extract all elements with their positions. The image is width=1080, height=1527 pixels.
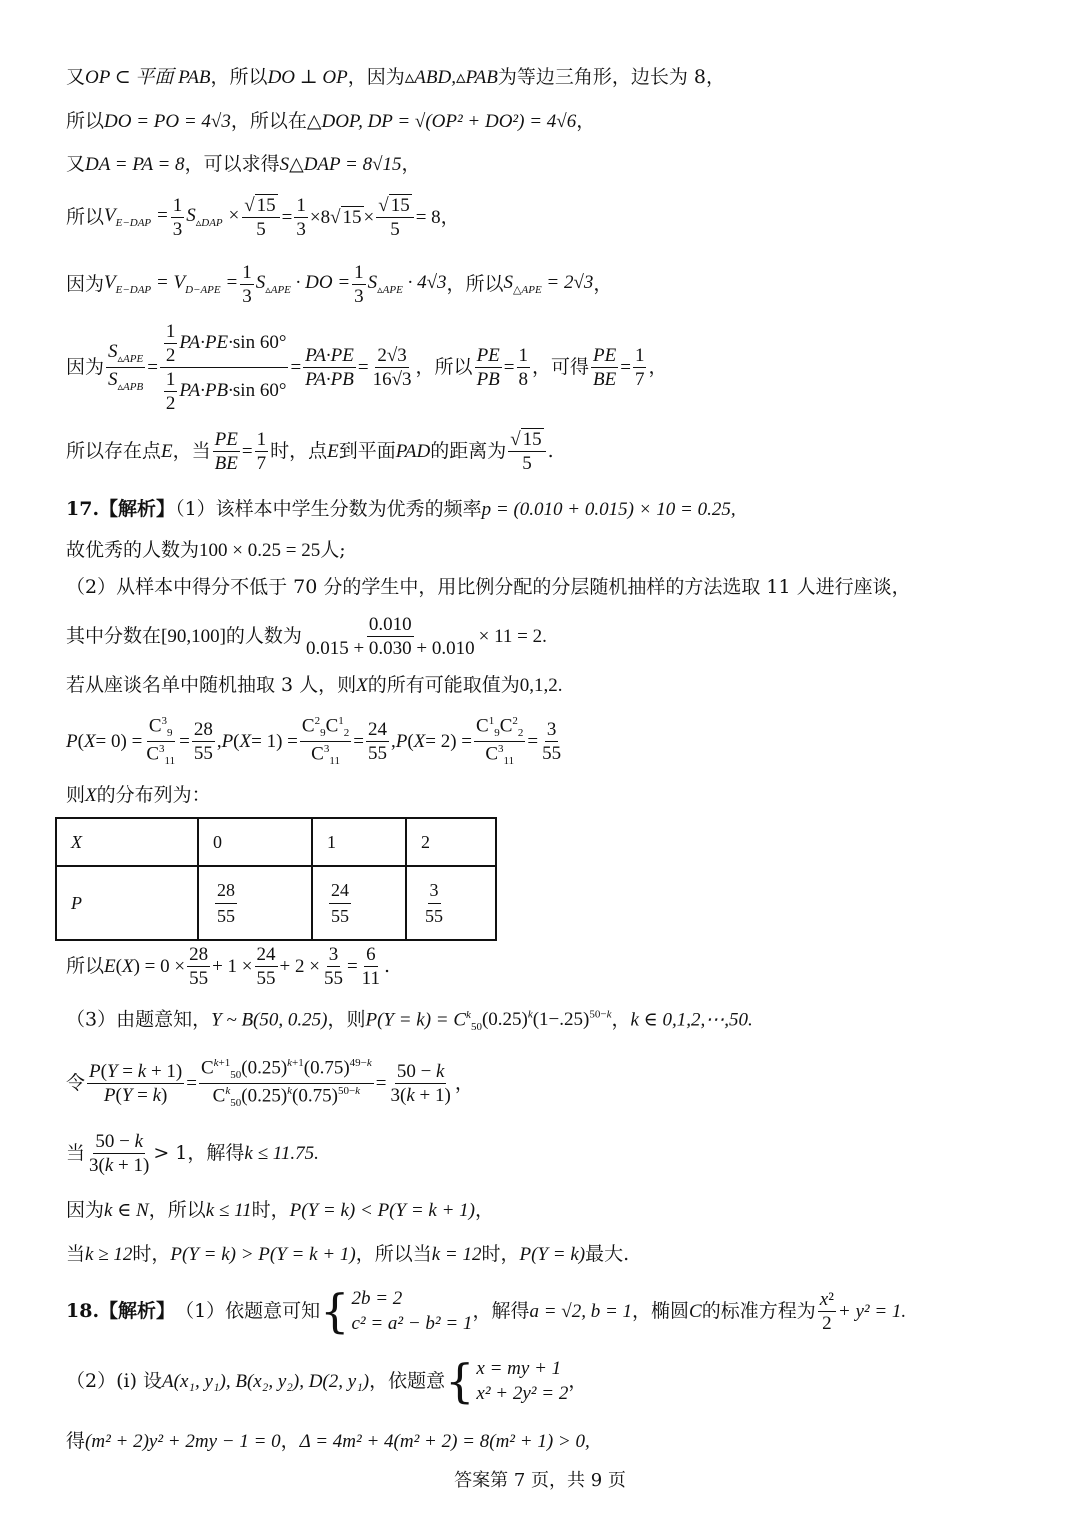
formula-line: 所以 E ( X ) = 0 × $\frac{28}{55}$ + 1 × $\frac{24}{55}$ + 2 × $\frac{3}{55}$ = $\frac{6}{11}$ .: [66, 944, 391, 989]
formula-line: 因为 $V_{E-DAP} = V_{D-APE}$ = $\frac{1}{3}$ $S_{▵APE}$ · DO = $\frac{1}{3}$ $S_{▵APE} \cdot 4√3$ ，所以 $S_{\triangle APE} = 2√3$ ，: [66, 262, 613, 307]
table-row: [56, 818, 496, 866]
formula-line: P ( X = 0) = $\frac{C^3_9}{C^3_{11}}$ = $\frac{28}{55}$ , P ( X = 1) = $\frac{C^2_9C^1_2}{C^3_{11}}$ = $\frac{24}{55}$ , P ( X = 2) = $\frac{C^1_9C^2_2}{C^3_{11}}$ = $\frac{3}{55}$: [66, 715, 562, 768]
table-cell: $\frac{3}{55}$: [406, 866, 496, 940]
formula-line: 其中分数在 [90,100] 的人数为 $\frac{0.010}{0.015 + 0.030 + 0.010}$ × 11 = 2.: [66, 614, 547, 659]
text-line: 当k ≥ 12时，P(Y = k) > P(Y = k + 1)，所以当k = 12时，P(Y = k)最大.: [66, 1243, 630, 1265]
text-line: 又DA = PA = 8，可以求得S△DAP = 8√15，: [66, 153, 421, 175]
text-line: 所以DO = PO = 4√3，所以在△DOP, DP = √(OP² + DO²) = 4√6，: [66, 110, 596, 132]
page-footer: 答案第 7 页，共 9 页: [454, 1470, 626, 1491]
text-line: 因为k ∈ N，所以k ≤ 11时，P(Y = k) < P(Y = k + 1)，: [66, 1199, 494, 1221]
formula-line: 令 $\frac{P(Y = k + 1)}{P(Y = k)}$ = $\frac{C^{k+1}_{50}(0.25)^{k+1}(0.75)^{49-k}}{C^k_{50}(0.25)^k(0.75)^{50-k}}$ = $\frac{50 - k}{3(k + 1)}$ ，: [66, 1057, 474, 1110]
table-cell: $\frac{24}{55}$: [312, 866, 406, 940]
table-cell: 0: [198, 818, 312, 866]
text-line: 又OP ⊂ 平面 PAB，所以DO ⊥ OP，因为▵ABD,▵PAB为等边三角形，边长为 8，: [66, 66, 725, 88]
formula-line: 所以存在点 E ，当 $\frac{PE}{BE}$ = $\frac{1}{7}$ 时，点 E 到平面 PAD 的距离为 √ 15 5 .: [66, 429, 554, 474]
section-18-line: 18.【解析】 （1）依题意可知 { 2b = 2 c² = a² − b² = 1 ，解得 a = √2, b = 1 ，椭圆 C 的标准方程为 x² 2 + y² = 1.: [66, 1284, 907, 1338]
section-17-line: 17.【解析】（1）该样本中学生分数为优秀的频率p = (0.010 + 0.015) × 10 = 0.25,: [66, 498, 736, 520]
text-line: 得(m² + 2)y² + 2my − 1 = 0，Δ = 4m² + 4(m² + 2) = 8(m² + 1) > 0,: [66, 1430, 590, 1452]
table-cell: $\frac{28}{55}$: [198, 866, 312, 940]
text-line: 则X的分布列为：: [66, 784, 211, 806]
formula-line: 当 50 − k 3(k + 1) > 1，解得 k ≤ 11.75.: [66, 1131, 319, 1176]
formula-line: 所以 $V_{E-DAP}$ = $\frac{1}{3}$ $S_{▵DAP}$ × $\frac{√ 15}{5}$ = $\frac{1}{3}$ ×8√ 15 × $\frac{√ 15}{5}$ = 8 ，: [66, 195, 460, 240]
formula-line: （2）(i) 设 A(x₁, y₁), B(x₂, y₂), D(2, y₁) ，依题意 { x = my + 1 x² + 2y² = 2 ，: [66, 1354, 588, 1408]
table-cell: 2: [406, 818, 496, 866]
distribution-table: [55, 817, 497, 941]
table-cell: 1: [312, 818, 406, 866]
text-line: （3）由题意知，Y ~ B(50, 0.25)，则$P(Y = k) = C^k_{50}(0.25)^k(1-.25)^{50-k}$，k ∈ 0,1,2,⋯,50.: [66, 1008, 753, 1034]
table-cell: P: [56, 866, 198, 940]
table-row: [56, 866, 496, 940]
text-line: （2）从样本中得分不低于 70 分的学生中，用比例分配的分层随机抽样的方法选取 11 人进行座谈，: [66, 576, 911, 598]
text-line: 故优秀的人数为100 × 0.25 = 25人;: [66, 539, 346, 561]
table-cell: X: [56, 818, 198, 866]
text-line: 若从座谈名单中随机抽取 3 人，则X的所有可能取值为0,1,2.: [66, 674, 563, 696]
formula-line: 因为 $S_{▵APE}$ $S_{▵APB}$ = $\frac{1}{2}$ PA·PE·sin 60° $\frac{1}{2}$ PA·PB·sin 60° = $\frac{PA\cdot PE}{PA\cdot PB}$ = $\frac{2√3}{16√3}$ ，所以 $\frac{PE}{PB}$ = $\frac{1}{8}$ ，可得 $\frac{PE}{BE}$ = $\frac{1}{7}$ ，: [66, 321, 668, 414]
